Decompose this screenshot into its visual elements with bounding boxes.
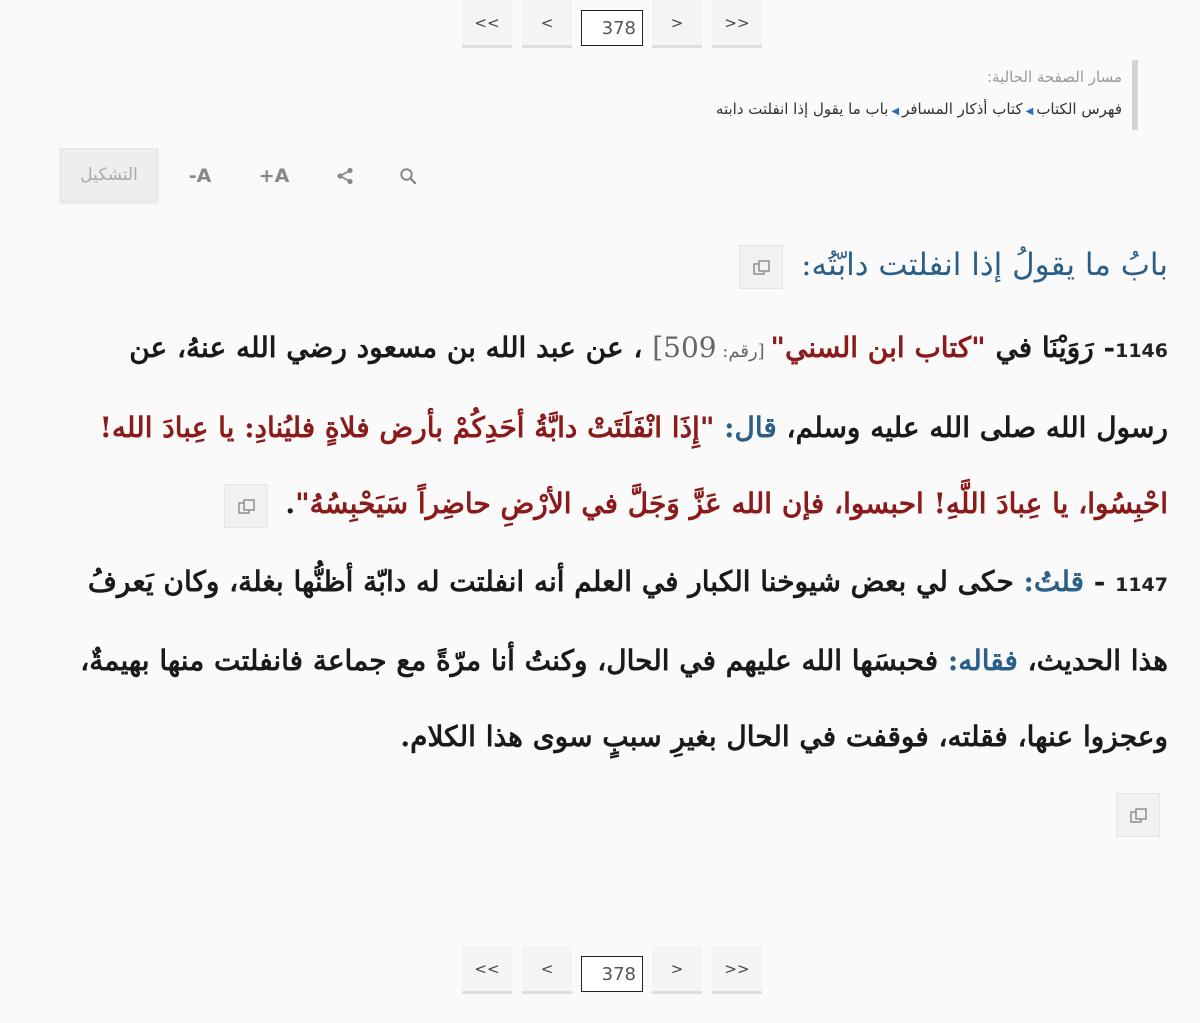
last-page-button[interactable]: >> xyxy=(712,0,762,48)
reference-number: 509 xyxy=(663,331,717,364)
pager-top xyxy=(0,0,1200,50)
hadith-text: حكى لي بعض شيوخنا الكبار في العلم أنه انفلتت له دابّة أظنُّها بغلة، وكان يَعرفُ هذا الحديث، xyxy=(87,565,1168,677)
chapter-title xyxy=(60,230,1168,300)
hadith-text: ، عن عبد الله بن مسعود رضي الله عنهُ، عن رسول الله صلى الله عليه وسلم، xyxy=(129,331,1168,444)
book-reference: "كتاب ابن السني" xyxy=(770,331,986,364)
first-page-button[interactable]: << xyxy=(462,0,512,48)
breadcrumb-path xyxy=(640,100,1122,118)
reference-label: [رقم: xyxy=(716,341,771,362)
hadith-number: 1147 xyxy=(1115,574,1168,596)
breadcrumb-item-index[interactable]: فهرس الكتاب xyxy=(1036,100,1122,118)
prev-page-button[interactable]: < xyxy=(522,0,572,48)
hadith-quote: "إِذَا انْفَلَتَتْ دابَّةُ أحَدِكُمْ بأرض فلاةٍ فليُنادِ: يا عِبادَ الله! احْبِسُوا، يا عِبادَ اللَّهِ! احبسوا، فإن الله عَزَّ وَجَلَّ في الأرْضِ حاضِراً سَيَحْبِسُهُ" xyxy=(99,411,1168,520)
breadcrumb-label: مسار الصفحة الحالية: xyxy=(986,68,1122,86)
share-icon[interactable] xyxy=(332,162,358,190)
qultu-label: قلتُ: xyxy=(1023,565,1084,598)
tashkeel-button[interactable]: التشكيل xyxy=(60,148,158,202)
last-page-button[interactable]: >> xyxy=(712,946,762,994)
breadcrumb xyxy=(640,60,1138,130)
breadcrumb-separator-icon: ◀ xyxy=(1025,106,1034,117)
hadith-1147: 1147 - قلتُ: حكى لي بعض شيوخنا الكبار في العلم أنه انفلتت له دابّة أظنُّها بغلة، وكان يَعرفُ هذا الحديث، فقاله: فحبسَها الله عليهم في الحال، وكنتُ أنا مرّةً مع جماعة فانفلتت منها بهيمةٌ، وعجزوا عنها، فقلته، فوقفت في الحال بغيرِ سببٍ سوى هذا الكلام. xyxy=(60,544,1168,851)
hadith-end: . xyxy=(285,487,296,520)
copy-icon[interactable] xyxy=(1116,793,1160,837)
toolbar xyxy=(60,148,440,204)
copy-icon[interactable] xyxy=(739,245,783,289)
font-decrease-button[interactable]: -A xyxy=(188,165,212,187)
hadith-1146 xyxy=(60,310,1168,542)
hadith-text: فحبسَها الله عليهم في الحال، وكنتُ أنا مرّةً مع جماعة فانفلتت منها بهيمةٌ، وعجزوا عنها، فقلته، فوقفت في الحال بغيرِ سببٍ سوى هذا الكلام. xyxy=(80,644,1168,753)
breadcrumb-separator-icon: ◀ xyxy=(891,106,900,117)
font-increase-button[interactable]: +A xyxy=(258,165,290,187)
copy-icon[interactable] xyxy=(224,484,268,528)
content-area xyxy=(60,230,1168,851)
faqalahu-label: فقاله: xyxy=(947,644,1018,677)
breadcrumb-item-current[interactable]: باب ما يقول إذا انفلتت دابته xyxy=(715,100,889,118)
chapter-title-text: بابُ ما يقولُ إذا انفلتت دابّتُه: xyxy=(801,247,1168,283)
first-page-button[interactable]: << xyxy=(462,946,512,994)
hadith-text: - رَوَيْنَا في xyxy=(985,331,1116,364)
search-icon[interactable] xyxy=(396,162,420,190)
hadith-number: 1146 xyxy=(1115,340,1168,362)
breadcrumb-item-chapter[interactable]: كتاب أذكار المسافر xyxy=(902,100,1023,118)
qal-label: قال: xyxy=(724,411,777,444)
page-number-input[interactable] xyxy=(581,10,643,46)
next-page-button[interactable]: > xyxy=(652,946,702,994)
pager-bottom xyxy=(0,946,1200,996)
next-page-button[interactable]: > xyxy=(652,0,702,48)
page-number-input[interactable] xyxy=(581,956,643,992)
reference-close: ] xyxy=(652,331,664,364)
prev-page-button[interactable]: < xyxy=(522,946,572,994)
